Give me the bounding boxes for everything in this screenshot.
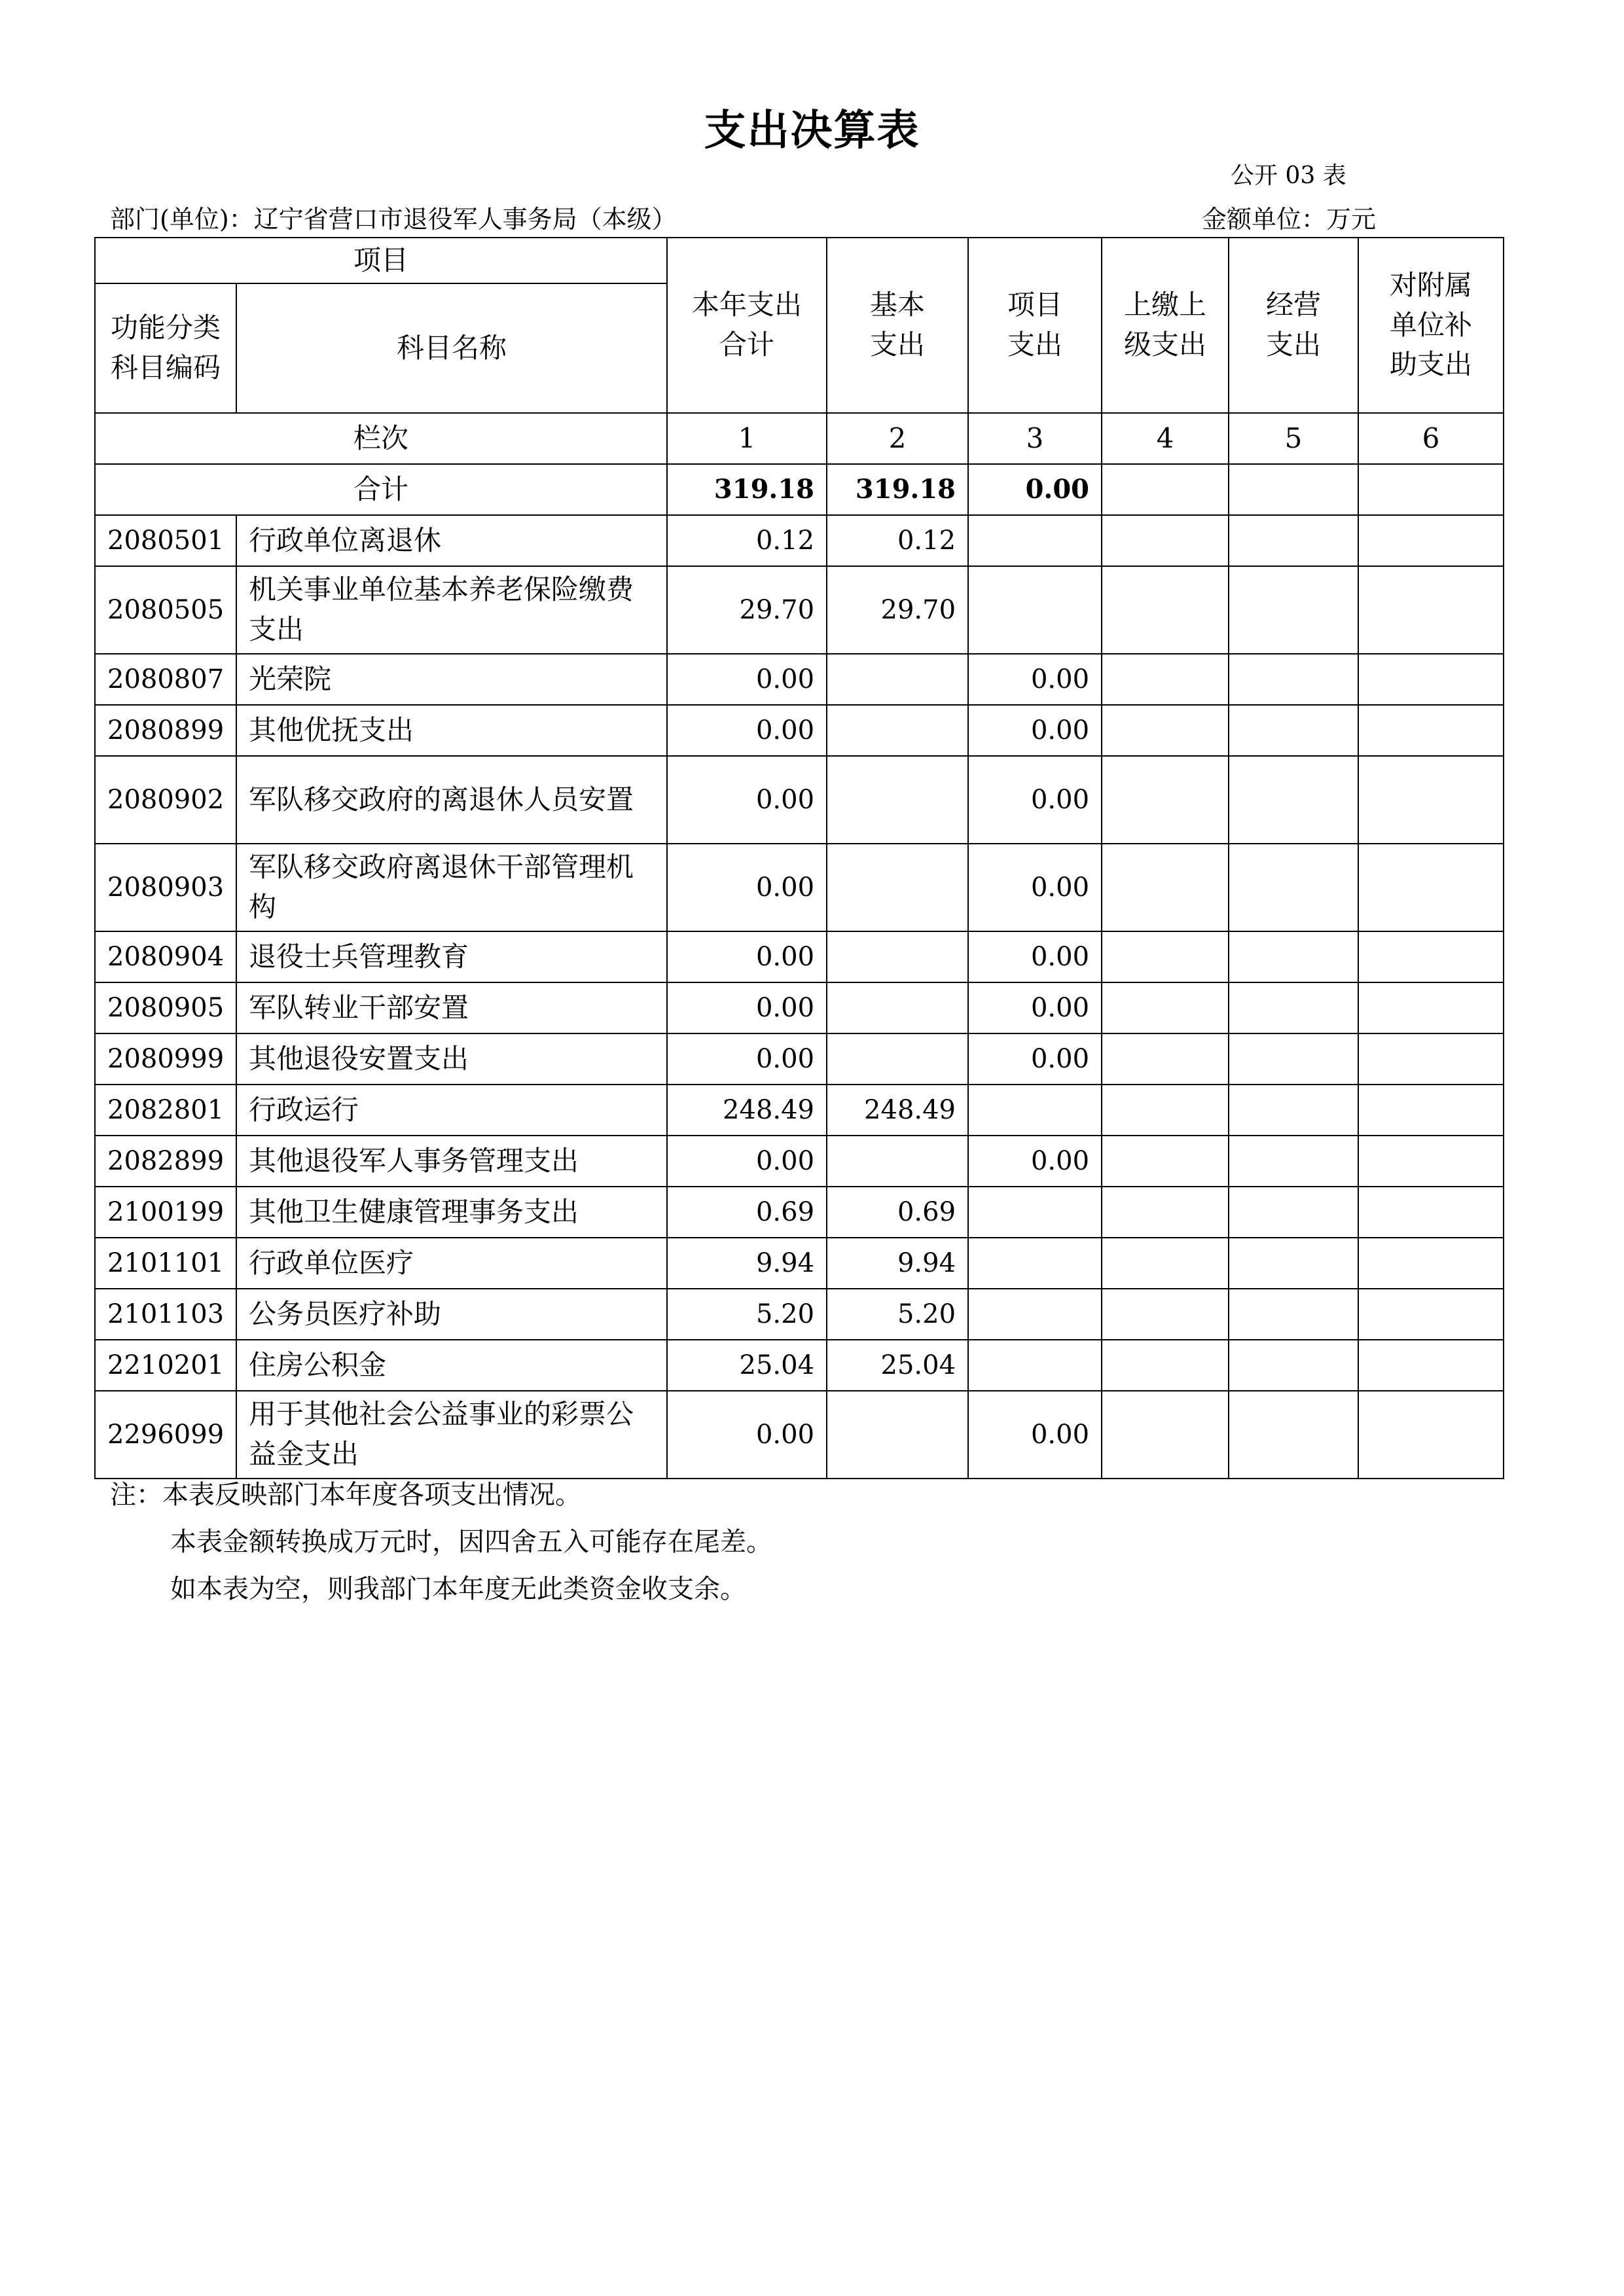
form-number: 公开 03 表 (1231, 162, 1346, 189)
col2-value: 9.94 (827, 1238, 968, 1289)
col4-value (1102, 1085, 1229, 1136)
subject-code: 2100199 (95, 1187, 236, 1238)
col4-value (1102, 756, 1229, 844)
table-row (95, 844, 1504, 931)
expenditure-table (94, 237, 1504, 1479)
col4-value (1102, 982, 1229, 1033)
col5-value (1229, 1238, 1358, 1289)
col3-value: 0.00 (968, 1136, 1102, 1187)
col6-value (1358, 1187, 1504, 1238)
total-col3: 0.00 (968, 464, 1102, 515)
col6-value (1358, 844, 1504, 931)
total-row (95, 464, 1504, 515)
col4-value (1102, 844, 1229, 931)
col-index-3: 3 (968, 413, 1102, 464)
col1-value: 0.00 (667, 1391, 827, 1479)
col2-value: 248.49 (827, 1085, 968, 1136)
col2-value: 0.12 (827, 515, 968, 566)
subject-code: 2080904 (95, 931, 236, 982)
subject-code: 2101101 (95, 1238, 236, 1289)
col5-value (1229, 756, 1358, 844)
subject-name: 公务员医疗补助 (236, 1289, 667, 1340)
subject-code: 2080899 (95, 705, 236, 756)
col4-value (1102, 1187, 1229, 1238)
subject-name: 军队移交政府离退休干部管理机构 (236, 844, 667, 931)
col4-value (1102, 1340, 1229, 1391)
subject-name: 行政单位离退休 (236, 515, 667, 566)
subject-name: 行政运行 (236, 1085, 667, 1136)
col1-value: 25.04 (667, 1340, 827, 1391)
col4-value (1102, 654, 1229, 705)
subject-name: 其他退役军人事务管理支出 (236, 1136, 667, 1187)
table-row (95, 1289, 1504, 1340)
department-label: 部门(单位)：辽宁省营口市退役军人事务局（本级） (110, 205, 677, 234)
subject-code: 2080505 (95, 566, 236, 654)
col6-value (1358, 1033, 1504, 1085)
subject-name: 其他优抚支出 (236, 705, 667, 756)
col2-value (827, 1033, 968, 1085)
subject-name: 行政单位医疗 (236, 1238, 667, 1289)
subject-code: 2296099 (95, 1391, 236, 1479)
table-row (95, 1085, 1504, 1136)
col3-value: 0.00 (968, 982, 1102, 1033)
subject-code: 2082899 (95, 1136, 236, 1187)
col6-value (1358, 1340, 1504, 1391)
col6-value (1358, 931, 1504, 982)
col1-value: 0.12 (667, 515, 827, 566)
col1-value: 0.00 (667, 1136, 827, 1187)
col6-value (1358, 1136, 1504, 1187)
subject-code: 2080903 (95, 844, 236, 931)
col2-value (827, 931, 968, 982)
col5-value (1229, 515, 1358, 566)
col3-value (968, 1085, 1102, 1136)
col2-value (827, 756, 968, 844)
header-subsidiary-subsidy: 对附属单位补助支出 (1358, 238, 1504, 413)
col3-value (968, 1187, 1102, 1238)
col2-value: 29.70 (827, 566, 968, 654)
header-function-code: 功能分类科目编码 (95, 283, 236, 413)
table-row (95, 705, 1504, 756)
subject-name: 其他退役安置支出 (236, 1033, 667, 1085)
col1-value: 0.69 (667, 1187, 827, 1238)
table-row (95, 1340, 1504, 1391)
header-project-expenditure: 项目支出 (968, 238, 1102, 413)
col4-value (1102, 1238, 1229, 1289)
note-line: 注：本表反映部门本年度各项支出情况。 (110, 1480, 581, 1510)
col6-value (1358, 566, 1504, 654)
col2-value (827, 705, 968, 756)
col4-value (1102, 1289, 1229, 1340)
col4-value (1102, 1033, 1229, 1085)
subject-code: 2101103 (95, 1289, 236, 1340)
col5-value (1229, 654, 1358, 705)
total-col5 (1229, 464, 1358, 515)
subject-name: 用于其他社会公益事业的彩票公益金支出 (236, 1391, 667, 1479)
col2-value: 25.04 (827, 1340, 968, 1391)
col1-value: 0.00 (667, 982, 827, 1033)
col6-value (1358, 1085, 1504, 1136)
col5-value (1229, 705, 1358, 756)
notes (110, 1471, 772, 1613)
col4-value (1102, 566, 1229, 654)
table-row (95, 931, 1504, 982)
table-row (95, 515, 1504, 566)
col3-value (968, 515, 1102, 566)
col3-value: 0.00 (968, 756, 1102, 844)
col2-value (827, 654, 968, 705)
col1-value: 29.70 (667, 566, 827, 654)
subject-code: 2080999 (95, 1033, 236, 1085)
col2-value (827, 844, 968, 931)
col6-value (1358, 1238, 1504, 1289)
header-basic-expenditure: 基本支出 (827, 238, 968, 413)
col5-value (1229, 1289, 1358, 1340)
col1-value: 0.00 (667, 654, 827, 705)
col1-value: 248.49 (667, 1085, 827, 1136)
col2-value (827, 1136, 968, 1187)
col4-value (1102, 1391, 1229, 1479)
subject-name: 住房公积金 (236, 1340, 667, 1391)
page-title: 支出决算表 (704, 107, 920, 155)
subject-code: 2082801 (95, 1085, 236, 1136)
header-subject-name: 科目名称 (236, 283, 667, 413)
subject-code: 2080807 (95, 654, 236, 705)
col5-value (1229, 1085, 1358, 1136)
col2-value (827, 982, 968, 1033)
col6-value (1358, 654, 1504, 705)
col3-value: 0.00 (968, 844, 1102, 931)
total-col6 (1358, 464, 1504, 515)
col5-value (1229, 1391, 1358, 1479)
col1-value: 9.94 (667, 1238, 827, 1289)
col6-value (1358, 1289, 1504, 1340)
col2-value: 0.69 (827, 1187, 968, 1238)
col6-value (1358, 705, 1504, 756)
table-row (95, 756, 1504, 844)
subject-code: 2080905 (95, 982, 236, 1033)
col5-value (1229, 1033, 1358, 1085)
col5-value (1229, 566, 1358, 654)
lanci-label: 栏次 (95, 413, 667, 464)
col5-value (1229, 982, 1358, 1033)
col6-value (1358, 1391, 1504, 1479)
note-line: 如本表为空，则我部门本年度无此类资金收支余。 (170, 1574, 746, 1604)
col3-value: 0.00 (968, 931, 1102, 982)
table-row (95, 1391, 1504, 1479)
subject-code: 2210201 (95, 1340, 236, 1391)
col2-value: 5.20 (827, 1289, 968, 1340)
col-index-6: 6 (1358, 413, 1504, 464)
note-line: 本表金额转换成万元时，因四舍五入可能存在尾差。 (170, 1527, 772, 1557)
col4-value (1102, 705, 1229, 756)
table-row (95, 1033, 1504, 1085)
header-item: 项目 (95, 238, 667, 283)
total-col2: 319.18 (827, 464, 968, 515)
header-operating-expenditure: 经营支出 (1229, 238, 1358, 413)
col-index-5: 5 (1229, 413, 1358, 464)
col6-value (1358, 515, 1504, 566)
col1-value: 0.00 (667, 931, 827, 982)
col6-value (1358, 982, 1504, 1033)
col1-value: 0.00 (667, 756, 827, 844)
col1-value: 0.00 (667, 844, 827, 931)
col5-value (1229, 1340, 1358, 1391)
col3-value (968, 566, 1102, 654)
col-index-4: 4 (1102, 413, 1229, 464)
col5-value (1229, 844, 1358, 931)
col5-value (1229, 1187, 1358, 1238)
col4-value (1102, 931, 1229, 982)
col4-value (1102, 1136, 1229, 1187)
col3-value (968, 1289, 1102, 1340)
col6-value (1358, 756, 1504, 844)
col3-value: 0.00 (968, 654, 1102, 705)
col-index-1: 1 (667, 413, 827, 464)
subject-name: 军队转业干部安置 (236, 982, 667, 1033)
table-row (95, 1187, 1504, 1238)
subject-name: 军队移交政府的离退休人员安置 (236, 756, 667, 844)
subject-name: 其他卫生健康管理事务支出 (236, 1187, 667, 1238)
col3-value: 0.00 (968, 1391, 1102, 1479)
subject-code: 2080501 (95, 515, 236, 566)
table-row (95, 982, 1504, 1033)
header-total-expenditure: 本年支出合计 (667, 238, 827, 413)
col3-value: 0.00 (968, 1033, 1102, 1085)
col5-value (1229, 1136, 1358, 1187)
col1-value: 5.20 (667, 1289, 827, 1340)
col3-value (968, 1340, 1102, 1391)
table-row (95, 1136, 1504, 1187)
total-col4 (1102, 464, 1229, 515)
col-index-2: 2 (827, 413, 968, 464)
header-upper-payment: 上缴上级支出 (1102, 238, 1229, 413)
col5-value (1229, 931, 1358, 982)
col1-value: 0.00 (667, 705, 827, 756)
table-row (95, 566, 1504, 654)
total-label: 合计 (95, 464, 667, 515)
col4-value (1102, 515, 1229, 566)
subject-name: 退役士兵管理教育 (236, 931, 667, 982)
col2-value (827, 1391, 968, 1479)
col1-value: 0.00 (667, 1033, 827, 1085)
subject-name: 光荣院 (236, 654, 667, 705)
col3-value (968, 1238, 1102, 1289)
total-col1: 319.18 (667, 464, 827, 515)
table-row (95, 1238, 1504, 1289)
amount-unit-label: 金额单位：万元 (1202, 205, 1377, 234)
subject-code: 2080902 (95, 756, 236, 844)
subject-name: 机关事业单位基本养老保险缴费支出 (236, 566, 667, 654)
table-row (95, 654, 1504, 705)
col3-value: 0.00 (968, 705, 1102, 756)
